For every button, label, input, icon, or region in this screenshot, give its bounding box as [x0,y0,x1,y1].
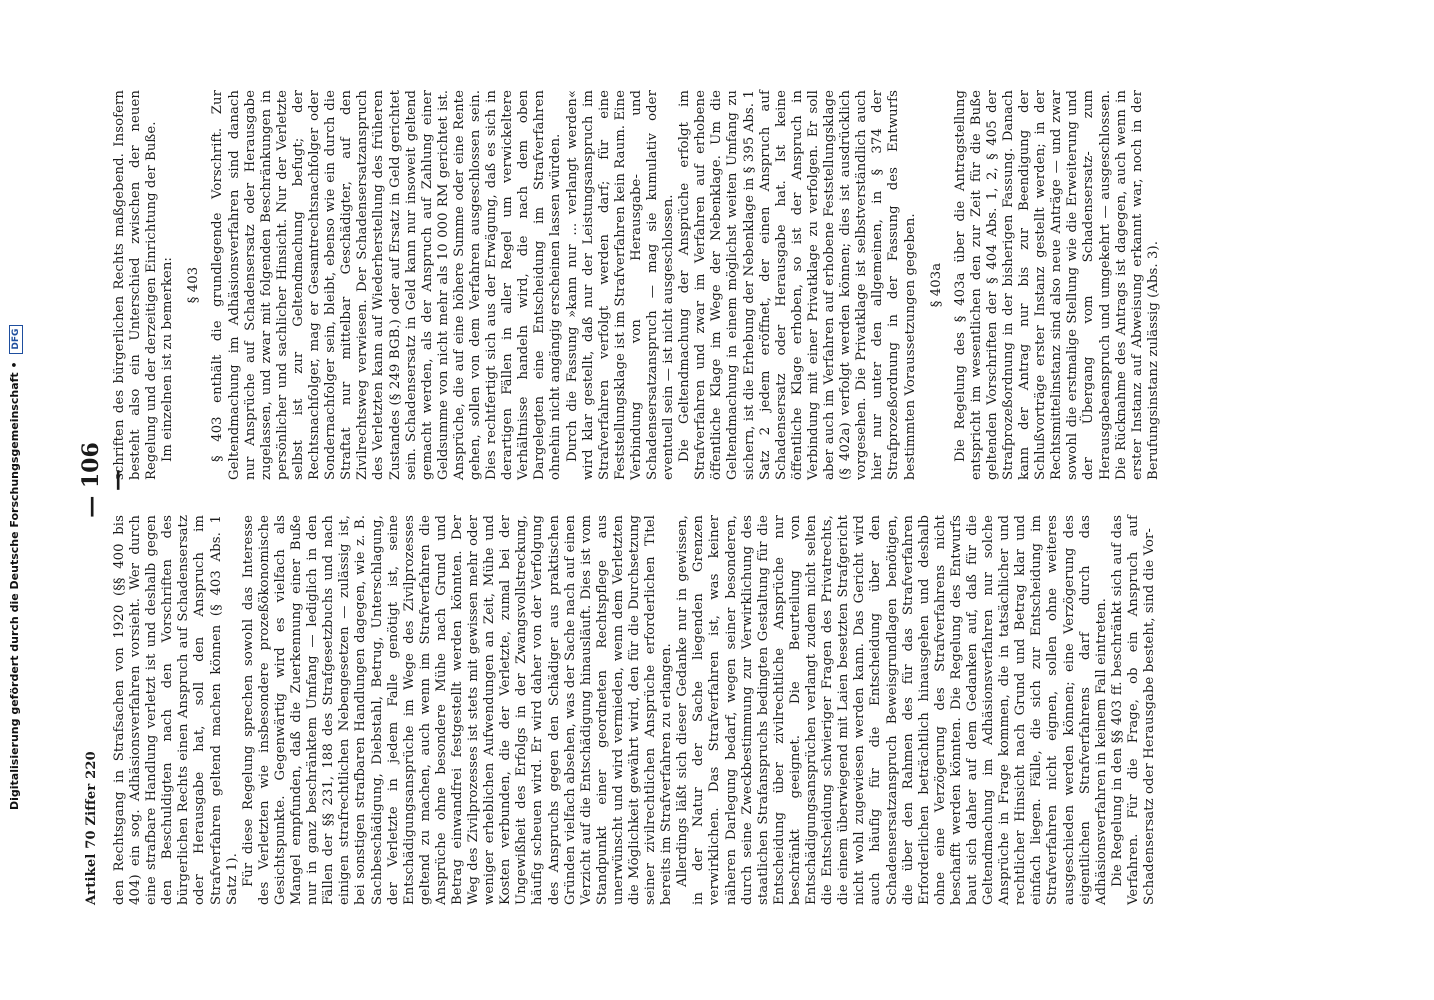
digitization-text: Digitalisierung gefördert durch die Deutsche Forschungsgemeinschaft • [8,361,21,810]
dfg-logo: DFG [9,325,23,354]
paragraph: § 403 enthält die grundlegende Vorschrift. Zur Geltendmachung im Adhäsionsverfahren sind danach nur Ansprüche auf Schadensersatz oder Herausgabe zugelassen, und zwar mit folgenden Beschränkungen in persönlicher und sachlicher Hinsicht. Nur der Verletzte selbst ist zur Geltendmachung befugt; der Rechtsnachfolger, mag er Gesamtrechtsnachfolger oder Sondernachfolger sein, bleibt, ebenso wie ein durch die Straftat nur mittelbar Geschädigter, auf den Zivilrechtsweg verwiesen. Der Schadensersatzanspruch des Verletzten kann auf Wiederherstellung des früheren Zustandes (§ 249 BGB.) oder auf Ersatz in Geld gerichtet sein. Schadensersatz in Geld kann nur insoweit geltend gemacht werden, als der Anspruch auf Zahlung einer Geldsumme von nicht mehr als 10 000 RM gerichtet ist. Ansprüche, die auf eine höhere Summe oder eine Rente gehen, sollen von dem Verfahren ausgeschlossen sein. Dies rechtfertigt sich aus der Erwägung, daß es sich in derartigen Fällen in aller Regel um verwickeltere Verhältnisse handeln wird, die nach dem oben Dargelegten eine Entscheidung im Strafverfahren ohnehin nicht angängig erscheinen lassen würden. [210,90,564,480]
page-number: — 106 — [78,442,130,518]
section-heading: § 403 [186,266,202,304]
page-header [78,95,130,905]
digitization-note [8,325,23,810]
left-column [112,515,1158,905]
section-heading: § 403a [928,262,944,308]
paragraph: Durch die Fassung »kann nur ... verlangt werden« wird klar gestellt, daß nur der Leistungsanspruch im Strafverfahren verfolgt werden darf; für eine Feststellungsklage ist im Strafverfahren kein Raum. Eine Verbindung von Herausgabe- und Schadensersatzanspruch — mag sie kumulativ oder eventuell sein — ist nicht ausgeschlossen. [564,90,677,480]
right-column [112,90,1162,480]
running-title: Artikel 70 Ziffer 220 [84,751,99,905]
paragraph: Die Regelung des § 403a über die Antragstellung entspricht im wesentlichen den zur Zeit für die Buße geltenden Vorschriften der § 404 Abs. 1, 2, § 405 der Strafprozeßordnung in der bisherigen Fassung. Danach kann der Antrag nur bis zur Beendigung der Schlußvorträge erster Instanz gestellt werden; in der Rechtsmittelinstanz sind also neue Anträge — und zwar sowohl die erstmalige Stellung wie die Erweiterung und der Übergang vom Schadensersatz- zum Herausgabeanspruch und umgekehrt — ausgeschlossen. Die Rücknahme des Antrags ist dagegen, auch wenn in erster Instanz auf Abweisung erkannt war, noch in der Berufungsinstanz zulässig (Abs. 3). [952,90,1161,480]
paragraph: Allerdings läßt sich dieser Gedanke nur in gewissen, in der Natur der Sache liegenden Grenzen verwirklichen. Das Strafverfahren ist, was keiner näheren Darlegung bedarf, wegen seiner besonderen, durch seine Zweckbestimmung zur Verwirklichung des staatlichen Strafanspruchs bedingten Gestaltung für die Entscheidung über zivilrechtliche Ansprüche nur beschränkt geeignet. Die Beurteilung von Entschädigungsansprüchen verlangt zudem nicht selten die Entscheidung schwieriger Fragen des Privatrechts, die einem überwiegend mit Laien besetzten Strafgericht nicht wohl zugewiesen werden kann. Das Gericht wird auch häufig für die Entscheidung über den Schadensersatzanspruch Beweisgrundlagen benötigen, die über den Rahmen des für das Strafverfahren Erforderlichen beträchtlich hinausgehen und deshalb ohne eine Verzögerung des Strafverfahrens nicht beschafft werden könnten. Die Regelung des Entwurfs baut sich daher auf dem Gedanken auf, daß für die Geltendmachung im Adhäsionsverfahren nur solche Ansprüche in Frage kommen, die in tatsächlicher und rechtlicher Hinsicht nach Grund und Betrag klar und einfach liegen. Fälle, die sich zur Entscheidung im Strafverfahren nicht eignen, sollen ohne weiteres ausgeschieden werden können; eine Verzögerung des eigentlichen Strafverfahrens darf durch das Adhäsionsverfahren in keinem Fall eintreten. [675,515,1109,905]
paragraph: den Rechtsgang in Strafsachen von 1920 (§§ 400 bis 404) ein sog. Adhäsionsverfahren vorsieht. Wer durch eine strafbare Handlung verletzt ist und deshalb gegen den Beschuldigten nach den Vorschriften des bürgerlichen Rechts einen Anspruch auf Schadensersatz oder Herausgabe hat, soll den Anspruch im Strafverfahren geltend machen können (§ 403 Abs. 1 Satz 1). [112,515,240,905]
paragraph: schriften des bürgerlichen Rechts maßgebend. Insofern besteht also ein Unterschied zwischen der neuen Regelung und der derzeitigen Einrichtung der Buße. [112,90,160,480]
paragraph: Für diese Regelung sprechen sowohl das Interesse des Verletzten wie insbesondere prozeßökonomische Gesichtspunkte. Gegenwärtig wird es vielfach als Mangel empfunden, daß die Zuerkennung einer Buße nur in ganz beschränktem Umfang — lediglich in den Fällen der §§ 231, 188 des Strafgesetzbuchs und nach einigen strafrechtlichen Nebengesetzen — zulässig ist, bei sonstigen strafbaren Handlungen dagegen, wie z. B. Sachbeschädigung, Diebstahl, Betrug, Unterschlagung, der Verletzte in jedem Falle genötigt ist, seine Entschädigungsansprüche im Wege des Zivilprozesses geltend zu machen, auch wenn im Strafverfahren die Ansprüche ohne besondere Mühe nach Grund und Betrag einwandfrei festgestellt werden könnten. Der Weg des Zivilprozesses ist stets mit gewissen mehr oder weniger erheblichen Aufwendungen an Zeit, Mühe und Kosten verbunden, die der Verletzte, zumal bei der Ungewißheit des Erfolgs in der Zwangsvollstreckung, häufig scheuen wird. Er wird daher von der Verfolgung des Anspruchs gegen den Schädiger aus praktischen Gründen vielfach absehen, was der Sache nach auf einen Verzicht auf die Entschädigung hinausläuft. Dies ist vom Standpunkt einer geordneten Rechtspflege aus unerwünscht und wird vermieden, wenn dem Verletzten die Möglichkeit gewährt wird, den für die Durchsetzung seiner zivilrechtlichen Ansprüche erforderlichen Titel bereits im Strafverfahren zu erlangen. [240,515,675,905]
paragraph: Im einzelnen ist zu bemerken: [160,257,176,462]
paragraph: Die Regelung in den §§ 403 ff. beschränkt sich auf das Verfahren. Für die Frage, ob ein Anspruch auf Schadensersatz oder Herausgabe besteht, sind die Vor- [1109,515,1157,905]
paragraph: Die Geltendmachung der Ansprüche erfolgt im Strafverfahren und zwar im Verfahren auf erhobene öffentliche Klage im Wege der Nebenklage. Um die Geltendmachung in einem möglichst weiten Umfang zu sichern, ist die Erhebung der Nebenklage in § 395 Abs. 1 Satz 2 jedem eröffnet, der einen Anspruch auf Schadensersatz oder Herausgabe hat. Ist keine öffentliche Klage erhoben, so ist der Anspruch in Verbindung mit einer Privatklage zu verfolgen. Er soll aber auch im Verfahren auf erhobene Feststellungsklage (§ 402a) verfolgt werden können; dies ist ausdrücklich vorgesehen. Die Privatklage ist selbstverständlich auch hier nur unter den allgemeinen, in § 374 der Strafprozeßordnung in der Fassung des Entwurfs bestimmten Voraussetzungen gegeben. [677,90,918,480]
